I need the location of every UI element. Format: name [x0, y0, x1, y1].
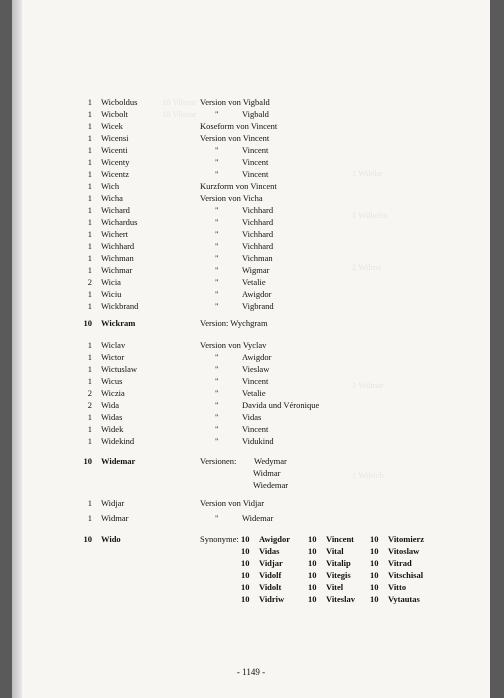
entry-name: Widek [101, 424, 124, 434]
entry-count: 1 [87, 436, 92, 446]
entry-name: Wicbolt [101, 109, 129, 119]
entry-count: 1 [87, 181, 92, 191]
ditto-mark: " [215, 157, 219, 167]
entry-variant: Vincent [242, 424, 269, 434]
ditto-mark: " [215, 253, 219, 263]
entry-name: Wichman [101, 253, 134, 263]
entry-variant: Awigdor [242, 289, 272, 299]
entry-name: Wida [101, 400, 120, 410]
entry-variant: Vetalie [242, 277, 266, 287]
bleed-through: 10 Vilmar [162, 97, 197, 107]
synonym-count: 10 [241, 534, 250, 544]
synonym-item [241, 558, 283, 568]
entry-variant: Vincent [242, 157, 269, 167]
entry-variant: Vieslaw [242, 364, 270, 374]
entry-row [12, 340, 490, 352]
synonym-count: 10 [370, 582, 379, 592]
entry-name: Widmar [101, 513, 129, 523]
entry-count: 1 [87, 513, 92, 523]
entry-name: Wicboldus [101, 97, 138, 107]
bleed-through: 2 Wilma [352, 262, 382, 272]
synonym-count: 10 [308, 570, 317, 580]
entry-row [12, 193, 490, 205]
entry-description: Kurzform von Vincent [200, 181, 277, 191]
entry-row-continued [12, 468, 490, 480]
synonym-count: 10 [308, 546, 317, 556]
entry-variant: Wiedemar [253, 480, 289, 490]
synonym-count: 10 [370, 558, 379, 568]
entry-row [12, 277, 490, 289]
entry-variant: Widemar [242, 513, 274, 523]
entry-count: 1 [87, 229, 92, 239]
entry-count: 1 [87, 364, 92, 374]
entry-name: Wicentz [101, 169, 129, 179]
entry-description: Version von Vigbald [200, 97, 270, 107]
entry-variant: Vincent [242, 169, 269, 179]
synonym-item [308, 546, 344, 556]
entry-name: Wiczia [101, 388, 125, 398]
entry-row [12, 97, 490, 109]
synonym-item [241, 594, 284, 604]
entry-variant: Vichhard [242, 229, 274, 239]
entry-variant: Vigbrand [242, 301, 274, 311]
entry-name: Wich [101, 181, 120, 191]
entry-count: 1 [87, 133, 92, 143]
entry-count: 2 [87, 388, 92, 398]
synonym-item [241, 582, 281, 592]
entry-row [12, 364, 490, 376]
entry-count: 1 [87, 340, 92, 350]
synonym-count: 10 [370, 534, 379, 544]
entry-name: Wichmar [101, 265, 133, 275]
entry-count: 1 [87, 352, 92, 362]
synonym-count: 10 [308, 582, 317, 592]
entry-row [12, 301, 490, 313]
bleed-through: 1 Wileke [352, 168, 383, 178]
entry-row [12, 424, 490, 436]
entry-description: Version von Vicha [200, 193, 263, 203]
ditto-mark: " [215, 513, 219, 523]
entry-row [12, 388, 490, 400]
entry-variant: Widmar [253, 468, 281, 478]
entry-name: Wicenty [101, 157, 130, 167]
synonym-name: Vidolf [259, 570, 282, 580]
ditto-mark: " [215, 424, 219, 434]
entry-description: Version von Vincent [200, 133, 270, 143]
ditto-mark: " [215, 436, 219, 446]
entry-count: 2 [87, 400, 92, 410]
entry-variant: Vichhard [242, 241, 274, 251]
entry-variant: Vetalie [242, 388, 266, 398]
entry-row [12, 289, 490, 301]
entry-name: Wicenti [101, 145, 128, 155]
synonym-name: Vitto [388, 582, 407, 592]
synonym-count: 10 [308, 594, 317, 604]
synonym-item [308, 582, 343, 592]
entry-row [12, 157, 490, 169]
synonym-count: 10 [241, 546, 250, 556]
entry-variant: Davida und Véronique [242, 400, 320, 410]
synonym-name: Vitel [326, 582, 344, 592]
bleed-through: 1 Wilhelm [352, 210, 388, 220]
entry-name: Wickram [101, 318, 136, 328]
synonym-count: 10 [370, 594, 379, 604]
entry-row [12, 121, 490, 133]
synonym-item [308, 570, 351, 580]
entry-count: 1 [87, 498, 92, 508]
synonym-item [370, 594, 420, 604]
entry-row [12, 205, 490, 217]
synonym-name: Vytautas [388, 594, 420, 604]
synonym-item [370, 546, 419, 556]
entry-name: Wicha [101, 193, 123, 203]
entry-row [12, 352, 490, 364]
bleed-through: 1 Wilmar [352, 380, 384, 390]
entry-description: Version: Wychgram [200, 318, 268, 328]
entry-variant: Awigdor [242, 352, 272, 362]
entry-row [12, 436, 490, 448]
synonym-name: Vitrad [388, 558, 412, 568]
synonym-name: Vidriw [259, 594, 285, 604]
entry-name: Wichhard [101, 241, 135, 251]
entry-row [12, 109, 490, 121]
entry-count: 1 [87, 217, 92, 227]
entry-count: 1 [87, 121, 92, 131]
ditto-mark: " [215, 364, 219, 374]
synonym-name: Viteslav [326, 594, 355, 604]
entry-name: Wichard [101, 205, 130, 215]
entry-count: 1 [87, 109, 92, 119]
entry-description: Version von Vidjar [200, 498, 265, 508]
entry-row [12, 513, 490, 525]
synonym-count: 10 [241, 582, 250, 592]
entry-count: 1 [87, 289, 92, 299]
entry-count: 10 [83, 318, 92, 328]
synonym-item [308, 594, 355, 604]
entry-variant: Vincent [242, 376, 269, 386]
entry-count: 1 [87, 376, 92, 386]
synonyms-label: Synonyme: [200, 534, 239, 544]
synonym-count: 10 [308, 534, 317, 544]
entry-variant: Vichhard [242, 205, 274, 215]
entry-row [12, 318, 490, 330]
entry-name: Wickbrand [101, 301, 139, 311]
entry-count: 1 [87, 145, 92, 155]
entry-name: Wichardus [101, 217, 138, 227]
ditto-mark: " [215, 217, 219, 227]
ditto-mark: " [215, 301, 219, 311]
entry-name: Wicus [101, 376, 123, 386]
ditto-mark: " [215, 109, 219, 119]
entry-row [12, 217, 490, 229]
entry-name: Wicensi [101, 133, 129, 143]
page-number: - 1149 - [236, 667, 266, 677]
ditto-mark: " [215, 352, 219, 362]
synonym-name: Vitegis [326, 570, 351, 580]
synonym-item [370, 558, 412, 568]
synonym-name: Vincent [326, 534, 355, 544]
entry-row [12, 133, 490, 145]
synonym-item [241, 570, 281, 580]
synonym-item [370, 570, 423, 580]
entry-name: Wichert [101, 229, 129, 239]
entry-description: Koseform von Vincent [200, 121, 278, 131]
ditto-mark: " [215, 169, 219, 179]
entry-name: Wiclav [101, 340, 126, 350]
synonym-item [308, 558, 351, 568]
entry-count: 1 [87, 97, 92, 107]
synonym-name: Vitalip [326, 558, 351, 568]
entry-count: 1 [87, 301, 92, 311]
bleed-through: 1 Wilrich [352, 470, 384, 480]
entry-name: Wictor [101, 352, 125, 362]
synonym-count: 10 [241, 570, 250, 580]
entry-count: 10 [83, 534, 92, 544]
entry-name: Wicek [101, 121, 123, 131]
bleed-through: 10 Vilmar [162, 109, 197, 119]
synonym-item [370, 582, 406, 592]
entry-row [12, 145, 490, 157]
ditto-mark: " [215, 412, 219, 422]
synonym-item [308, 534, 354, 544]
entry-count: 1 [87, 193, 92, 203]
entry-row [12, 253, 490, 265]
synonym-count: 10 [370, 546, 379, 556]
entry-count: 1 [87, 169, 92, 179]
ditto-mark: " [215, 241, 219, 251]
entry-row [12, 229, 490, 241]
entry-count: 1 [87, 424, 92, 434]
synonym-count: 10 [308, 558, 317, 568]
entry-name: Widemar [101, 456, 136, 466]
entry-row [12, 265, 490, 277]
ditto-mark: " [215, 400, 219, 410]
entry-variant: Vichman [242, 253, 273, 263]
entry-variant: Wedymar [254, 456, 287, 466]
ditto-mark: " [215, 376, 219, 386]
entry-name: Wicia [101, 277, 121, 287]
document-page [12, 0, 490, 698]
synonym-name: Vitoslaw [388, 546, 420, 556]
entry-row [12, 376, 490, 388]
entry-name: Widas [101, 412, 123, 422]
entry-variant: Vincent [242, 145, 269, 155]
ditto-mark: " [215, 229, 219, 239]
entry-name: Widekind [101, 436, 135, 446]
entry-count: 1 [87, 265, 92, 275]
synonym-name: Vitomierz [388, 534, 425, 544]
entry-row [12, 400, 490, 412]
entry-name: Wiciu [101, 289, 122, 299]
ditto-mark: " [215, 265, 219, 275]
entry-variant: Vichhard [242, 217, 274, 227]
entry-count: 2 [87, 277, 92, 287]
entry-row [12, 241, 490, 253]
synonym-name: Awigdor [259, 534, 291, 544]
synonym-name: Vitschisal [388, 570, 424, 580]
entry-row [12, 498, 490, 510]
entry-row-continued [12, 480, 490, 492]
synonym-item [241, 546, 279, 556]
entry-row [12, 412, 490, 424]
entry-description: Versionen: [200, 456, 237, 466]
entry-description: Version von Vyclav [200, 340, 267, 350]
entry-variant: Vidas [242, 412, 262, 422]
synonym-count: 10 [370, 570, 379, 580]
synonym-name: Vidolt [259, 582, 282, 592]
synonym-count: 10 [241, 558, 250, 568]
synonym-count: 10 [241, 594, 250, 604]
entry-row-continued [12, 456, 490, 468]
entry-variant: Vigbald [242, 109, 269, 119]
entry-variant: Vidukind [242, 436, 274, 446]
ditto-mark: " [215, 145, 219, 155]
ditto-mark: " [215, 205, 219, 215]
synonym-name: Vidjar [259, 558, 283, 568]
entry-count: 1 [87, 412, 92, 422]
synonym-name: Vidas [259, 546, 280, 556]
entry-name: Widjar [101, 498, 125, 508]
entry-count: 1 [87, 157, 92, 167]
entry-count: 1 [87, 205, 92, 215]
entry-row [12, 169, 490, 181]
synonym-name: Vital [326, 546, 344, 556]
entry-count: 1 [87, 253, 92, 263]
synonym-item [370, 534, 424, 544]
entry-count: 10 [83, 456, 92, 466]
ditto-mark: " [215, 277, 219, 287]
ditto-mark: " [215, 388, 219, 398]
entry-name: Wictuslaw [101, 364, 138, 374]
entry-row [12, 181, 490, 193]
entry-variant: Wigmar [242, 265, 270, 275]
synonym-item [241, 534, 290, 544]
ditto-mark: " [215, 289, 219, 299]
entry-count: 1 [87, 241, 92, 251]
entry-name: Wido [101, 534, 121, 544]
